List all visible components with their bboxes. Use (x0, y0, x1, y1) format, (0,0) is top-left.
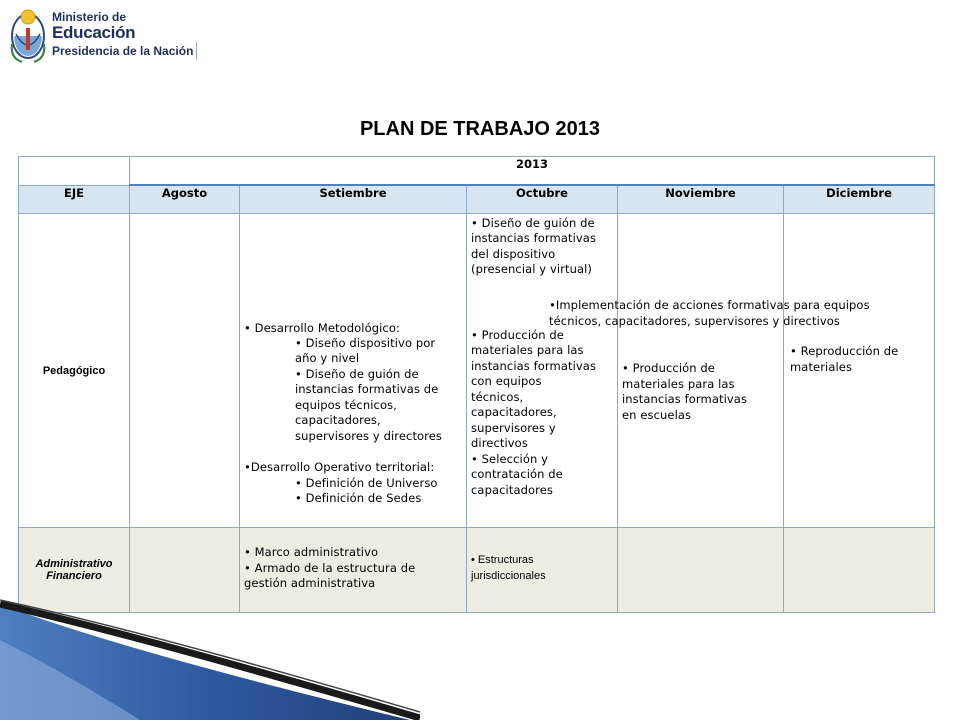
implementation-text-line: técnicos, capacitadores, supervisores y directivos (549, 314, 841, 328)
cell-text-line: con equipos (471, 374, 542, 388)
cell-text-line: instancias formativas (471, 231, 597, 245)
cell-text-line: • Marco administrativo (244, 545, 379, 559)
eje-administrativo-label: Administrativo Financiero (35, 558, 113, 582)
cell-administrativo-octubre (467, 528, 618, 613)
cell-text-line: • Estructuras (471, 554, 534, 566)
ministry-logo (8, 4, 208, 66)
cell-text-line: capacitadores, (295, 413, 381, 427)
cell-text-line: • Selección y (471, 452, 549, 466)
cell-text-line: año y nivel (295, 351, 360, 365)
header-setiembre: Setiembre (240, 185, 467, 214)
cell-text-line: • Definición de Sedes (295, 491, 422, 505)
logo-line-1: Ministerio de (52, 10, 127, 24)
cell-text-line: •Desarrollo Operativo territorial: (244, 460, 435, 474)
cell-text-line: • Producción de (622, 361, 715, 375)
cell-text-line: • Diseño de guión de (471, 216, 595, 230)
cell-text-line: materiales (790, 360, 853, 374)
cell-text-line: instancias formativas (622, 392, 748, 406)
cell-text-line: • Desarrollo Metodológico: (244, 321, 400, 335)
cell-pedagogico-noviembre (618, 214, 784, 528)
cell-pedagogico-setiembre (240, 214, 467, 528)
eje-pedagogico: Pedagógico (19, 214, 130, 528)
header-noviembre: Noviembre (618, 185, 784, 214)
cell-text-line: • Armado de la estructura de (244, 561, 416, 575)
cell-text-line: jurisdiccionales (471, 570, 546, 582)
cell-text-line: • Reproducción de (790, 344, 899, 358)
cell-text-line: contratación de (471, 467, 563, 481)
cell-text-line: instancias formativas (471, 359, 597, 373)
cell-text-line: • Producción de (471, 328, 564, 342)
cell-text-line: materiales para las (471, 343, 584, 357)
table-corner-cell (19, 157, 130, 186)
logo-line-2: Educación (52, 23, 136, 42)
cell-text-line: instancias formativas de (295, 382, 439, 396)
page-title: PLAN DE TRABAJO 2013 (359, 118, 601, 140)
decorative-swoosh (0, 580, 420, 720)
cell-text-line: gestión administrativa (244, 576, 376, 590)
cell-text-line: • Definición de Universo (295, 476, 438, 490)
table-row (19, 214, 935, 528)
header-row (19, 185, 935, 214)
header-octubre: Octubre (467, 185, 618, 214)
cell-text-line: del dispositivo (471, 247, 556, 261)
cell-text-line: directivos (471, 436, 528, 450)
year-header: 2013 (130, 157, 935, 186)
year-row (19, 157, 935, 186)
cell-pedagogico-agosto (130, 214, 240, 528)
cell-text-line: equipos técnicos, (295, 398, 397, 412)
cell-administrativo-diciembre (784, 528, 935, 613)
header-diciembre: Diciembre (784, 185, 935, 214)
cell-text-line: capacitadores, (471, 405, 557, 419)
header-eje: EJE (19, 185, 130, 214)
coat-of-arms-icon (8, 4, 48, 66)
cell-pedagogico-diciembre (784, 214, 935, 528)
cell-text-line: supervisores y (471, 421, 556, 435)
cell-text-line: técnicos, (471, 390, 524, 404)
cell-text-line: en escuelas (622, 408, 692, 422)
cell-text-line: (presencial y virtual) (471, 262, 593, 276)
cell-administrativo-noviembre (618, 528, 784, 613)
header-agosto: Agosto (130, 185, 240, 214)
cell-text-line: • Diseño dispositivo por (295, 336, 436, 350)
work-plan-table (18, 156, 935, 613)
cell-text-line: materiales para las (622, 377, 735, 391)
logo-line-3: Presidencia de la Nación (52, 42, 197, 60)
cell-text-line: capacitadores (471, 483, 553, 497)
implementation-text-line: •Implementación de acciones formativas para equipos (549, 298, 870, 312)
cell-text-line: • Diseño de guión de (295, 367, 419, 381)
cell-text-line: supervisores y directores (295, 429, 443, 443)
